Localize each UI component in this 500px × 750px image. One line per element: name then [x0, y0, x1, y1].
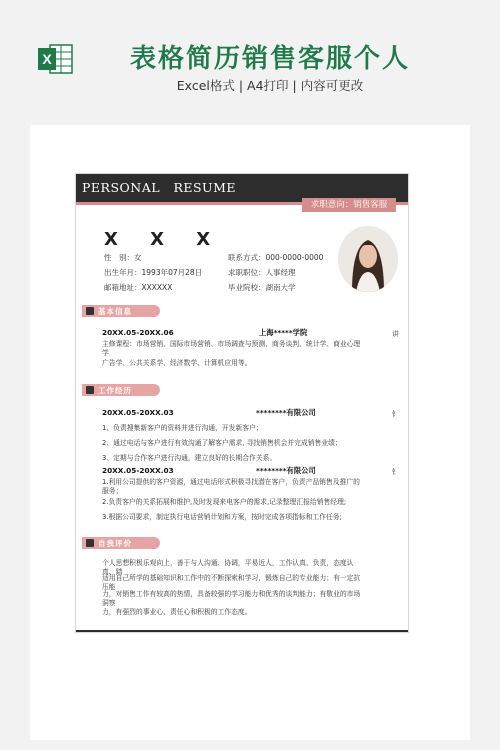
page-title: 表格简历销售客服个人: [129, 44, 410, 74]
self-line-4: 压能: [102, 583, 116, 591]
job1-right-mark: 钅: [392, 410, 399, 418]
job2-item-1b: 服务；: [102, 487, 123, 495]
info-birth: 出生年月：1993年07月28日: [104, 268, 203, 277]
job2-item-2: 2.负责客户的关系拓展和维护,及时发现来电客户的需求,记录整理汇报给销售经理;: [102, 498, 347, 506]
section-self-label: 自我评价: [98, 539, 132, 548]
info-school: 毕业院校：湖南大学: [228, 283, 296, 292]
job2-item-1: 1.利用公司提供的客户资源，通过电话形式积极寻找潜在客户，负责产品销售及推广的: [102, 478, 360, 486]
edu-courses-1: 主修课程：市场营销、国际市场营销、市场调查与预测、商务谈判、统计学、商业心理: [102, 340, 361, 348]
edu-courses-2: 学: [102, 349, 109, 357]
section-work-header: [82, 384, 160, 396]
self-line-6: 洞察: [102, 599, 116, 607]
job1-item-3: 3、定期与合作客户进行沟通，建立良好的长期合作关系。: [102, 454, 277, 462]
info-email: 邮箱地址：XXXXXX: [104, 283, 173, 292]
footer-rule: [76, 630, 408, 632]
self-line-7: 力，有强烈的事业心、责任心和积极的工作态度。: [102, 608, 252, 616]
job2-right-mark: 钅: [392, 468, 399, 476]
info-gender: 性 别：女: [104, 253, 142, 262]
job-intent-badge: 求职意向：销售客服: [302, 198, 396, 212]
edu-right-mark: 讲: [392, 330, 399, 338]
job2-item-3: 3.根据公司要求，制定执行电话营销计划和方案，按时完成各项指标和工作任务;: [102, 513, 342, 521]
section-work-label: 工作经历: [98, 386, 132, 395]
job1-company: ********有限公司: [256, 408, 316, 417]
avatar: [338, 226, 398, 292]
section-basic-label: 基本信息: [98, 307, 132, 316]
svg-text:X: X: [42, 51, 52, 67]
info-phone: 联系方式：000-0000-0000: [228, 253, 324, 262]
graduation-cap-icon: [86, 307, 94, 315]
self-line-3: 适用自己所学的基础知识和工作中的不断探索和学习，锻炼自己的专业能力；有一定抗: [102, 574, 361, 582]
self-line-1: 个人思想积极乐观向上，善于与人沟通、协调，平易近人，工作认真、负责，态度认: [102, 559, 354, 567]
resume-paper: [75, 173, 409, 633]
candidate-name: X X X: [104, 229, 224, 250]
edu-courses-3: 广告学、公共关系学、经济数学、计算机应用等。: [102, 359, 252, 367]
self-line-5: 力，对销售工作有较高的热情，具备较强的学习能力和优秀的谈判能力；有敬业的市场: [102, 590, 361, 598]
comment-icon: [86, 539, 94, 547]
job2-company: ********有限公司: [256, 466, 316, 475]
job1-period: 20XX.05-20XX.03: [102, 408, 174, 417]
info-position: 求职职位：人事经理: [228, 268, 296, 277]
edu-period: 20XX.05-20XX.06: [102, 328, 174, 337]
section-basic-header: [82, 305, 160, 317]
banner-text: PERSONAL RESUME: [82, 180, 237, 195]
job1-item-1: 1、负责搜集新客户的资料并进行沟通，开发新客户；: [102, 424, 263, 432]
briefcase-icon: [86, 386, 94, 394]
edu-school: 上海*****学院: [259, 328, 308, 337]
page-subtitle: Excel格式 | A4打印 | 内容可更改: [176, 78, 364, 93]
section-self-header: [82, 537, 160, 549]
page-header: [0, 0, 500, 110]
job2-period: 20XX.05-20XX.03: [102, 466, 174, 475]
job1-item-2: 2、通过电话与客户进行有效沟通了解客户需求, 寻找销售机会并完成销售业绩；: [102, 439, 342, 447]
self-line-2: 真、踏: [102, 568, 123, 576]
